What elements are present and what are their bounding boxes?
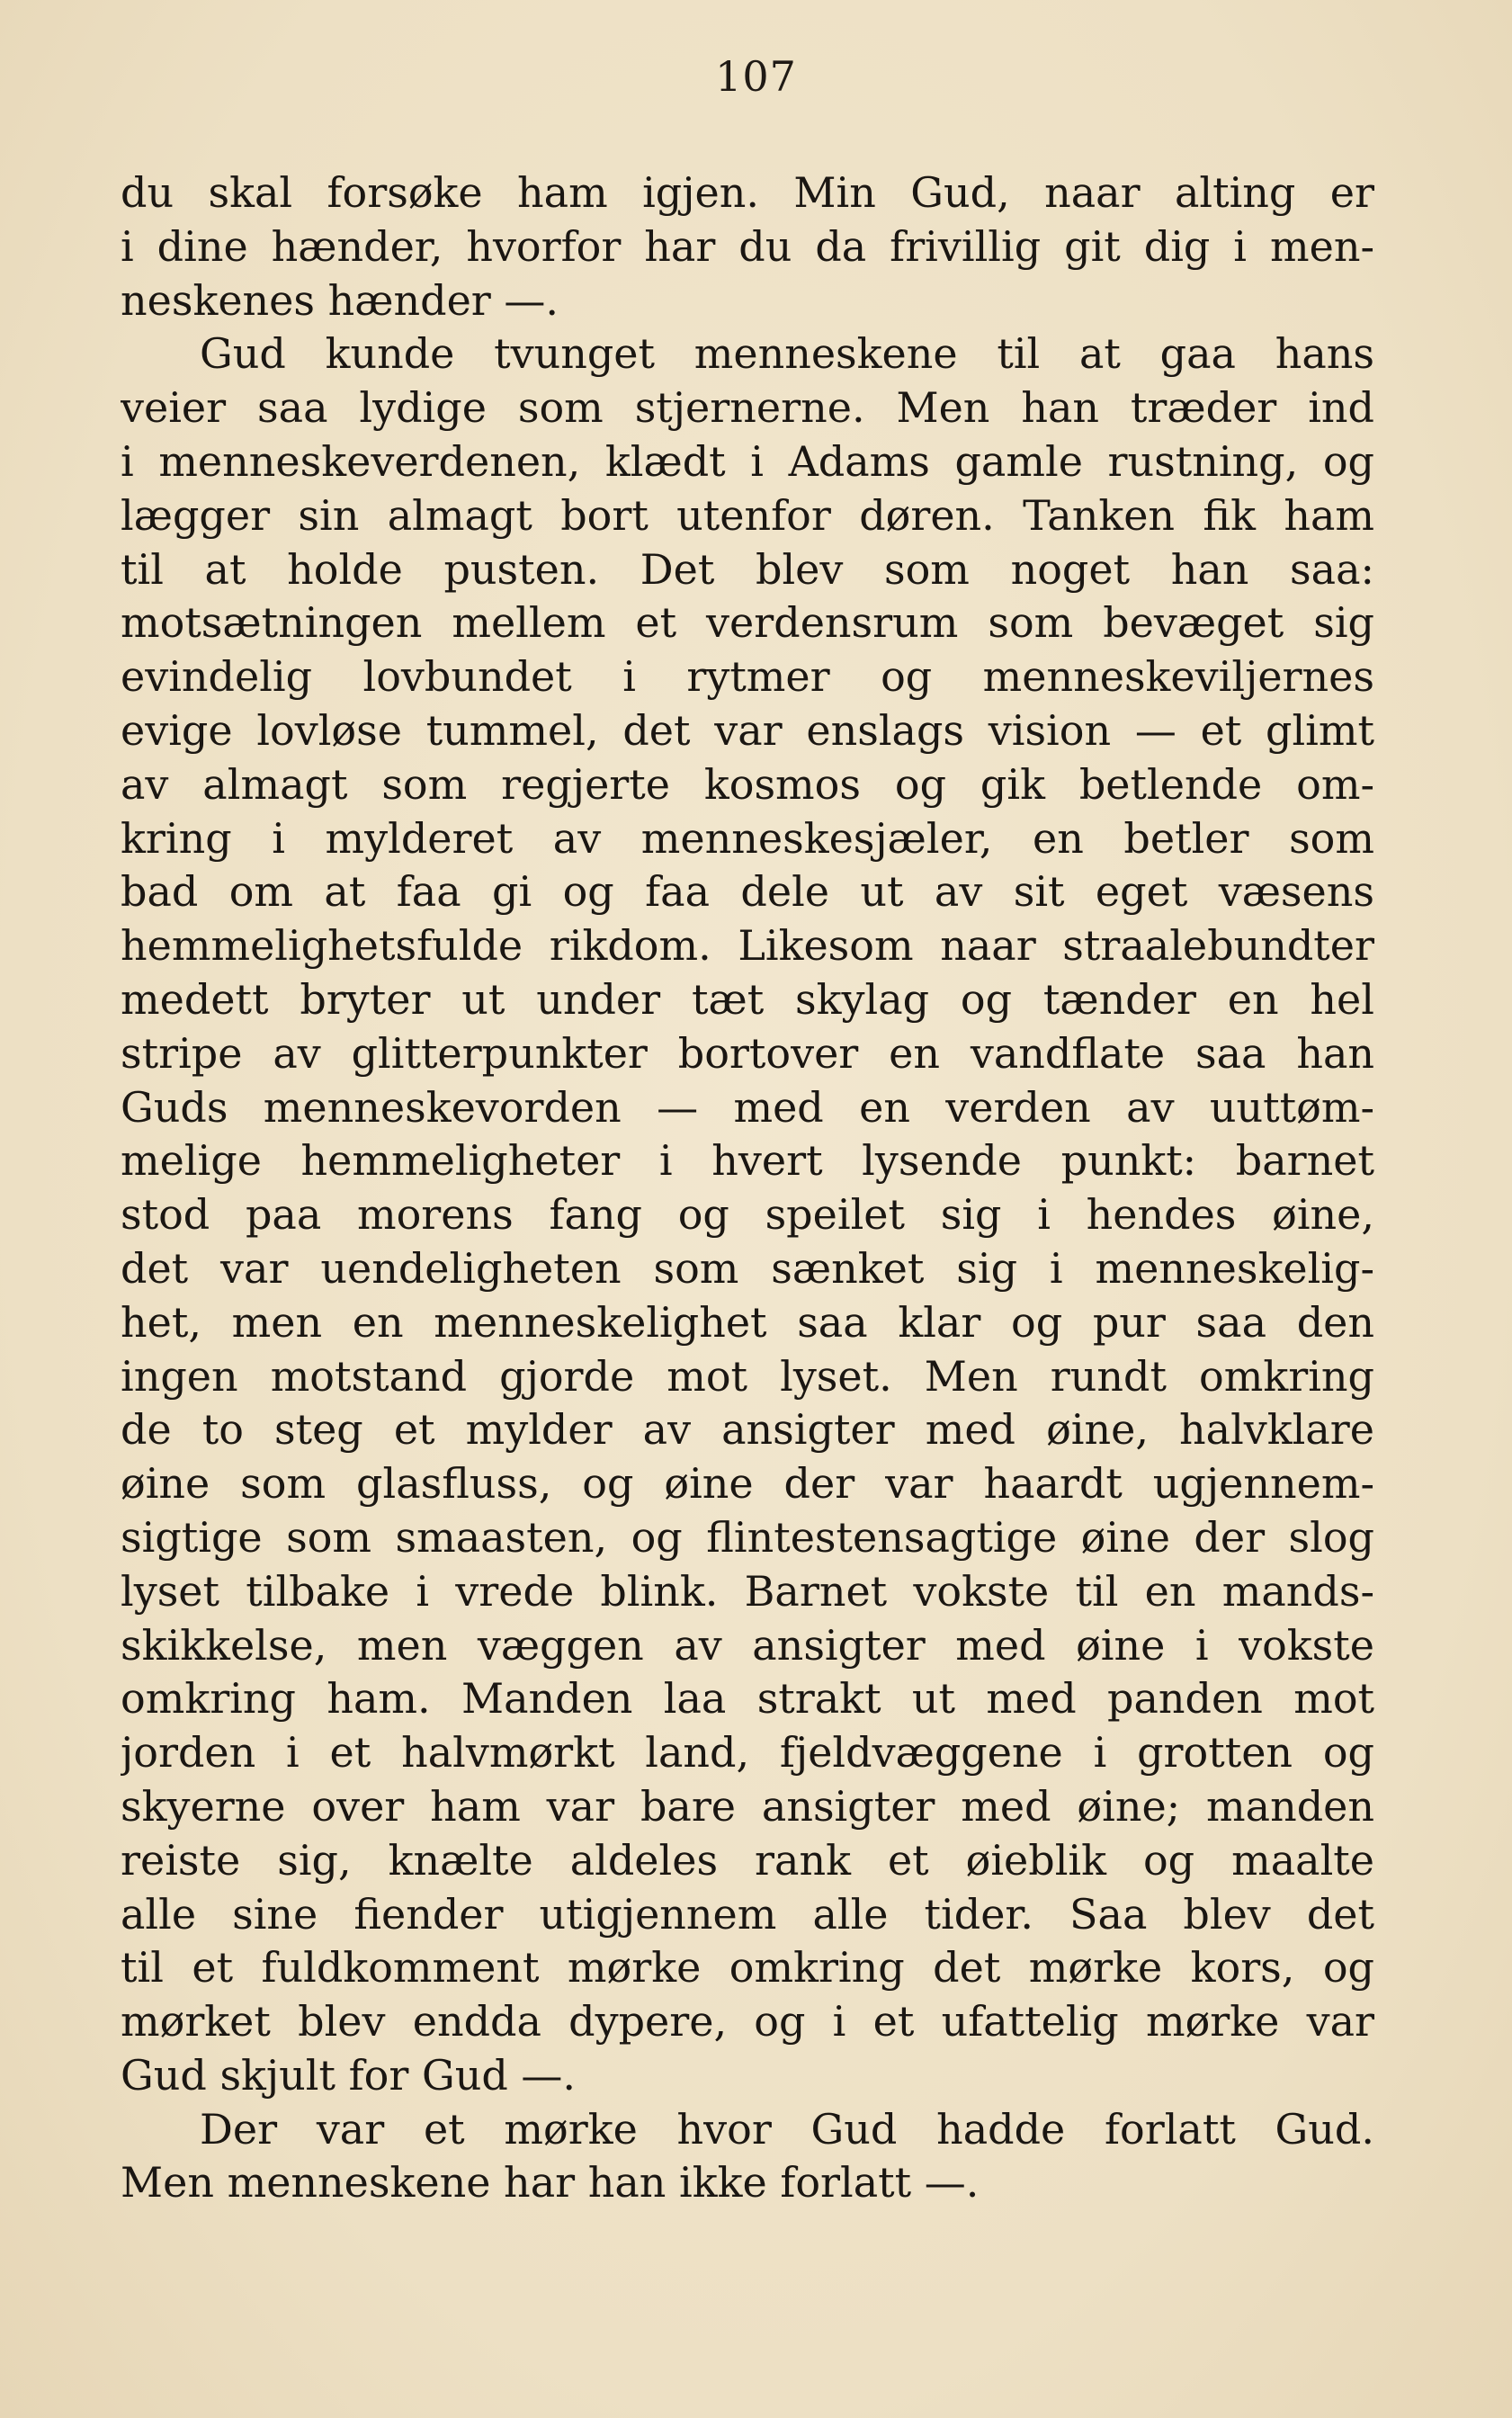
text-line: kring i mylderet av menneskesjæler, en betler som bbox=[121, 813, 1374, 863]
text-line: i menneskeverdenen, klædt i Adams gamle rustning, og bbox=[121, 436, 1374, 486]
text-line: stod paa morens fang og speilet sig i hendes øine, bbox=[121, 1190, 1374, 1240]
text-line: lyset tilbake i vrede blink. Barnet vokste til en mands- bbox=[121, 1566, 1374, 1616]
text-line: til at holde pusten. Det blev som noget han saa: bbox=[121, 544, 1374, 594]
text-line: i dine hænder, hvorfor har du da frivillig git dig i men- bbox=[121, 221, 1374, 271]
text-line: medett bryter ut under tæt skylag og tænder en hel bbox=[121, 974, 1374, 1024]
text-line: jorden i et halvmørkt land, fjeldvæggene i grotten og bbox=[121, 1728, 1374, 1778]
body-text bbox=[121, 166, 1374, 2210]
text-line: det var uendeligheten som sænket sig i menneskelig- bbox=[121, 1243, 1374, 1293]
text-line: evindelig lovbundet i rytmer og menneskeviljernes bbox=[121, 652, 1374, 702]
text-line: skyerne over ham var bare ansigter med øine; manden bbox=[121, 1781, 1374, 1831]
text-line: øine som glasfluss, og øine der var haardt ugjennem- bbox=[121, 1459, 1374, 1509]
text-line: Guds menneskevorden — med en verden av uuttøm- bbox=[121, 1082, 1374, 1132]
text-line: Gud skjult for Gud —. bbox=[121, 2050, 577, 2100]
text-line: til et fuldkomment mørke omkring det mørke kors, og bbox=[121, 1943, 1374, 1993]
text-line: evige lovløse tummel, det var enslags vision — et glimt bbox=[121, 705, 1374, 755]
text-line: omkring ham. Manden laa strakt ut med panden mot bbox=[121, 1674, 1374, 1724]
text-line: ingen motstand gjorde mot lyset. Men rundt omkring bbox=[121, 1351, 1374, 1401]
text-line: veier saa lydige som stjernerne. Men han træder ind bbox=[121, 383, 1374, 433]
paragraph-start-line: Gud kunde tvunget menneskene til at gaa hans bbox=[200, 329, 1374, 379]
text-line: du skal forsøke ham igjen. Min Gud, naar alting er bbox=[121, 168, 1374, 217]
text-line: skikkelse, men væggen av ansigter med øine i vokste bbox=[121, 1620, 1374, 1670]
text-line: sigtige som smaasten, og flintestensagtige øine der slog bbox=[121, 1512, 1374, 1562]
text-line: neskenes hænder —. bbox=[121, 275, 559, 325]
text-line: reiste sig, knælte aldeles rank et øieblik og maalte bbox=[121, 1835, 1374, 1885]
text-line: Men menneskene har han ikke forlatt —. bbox=[121, 2158, 980, 2208]
text-line: de to steg et mylder av ansigter med øine, halvklare bbox=[121, 1405, 1374, 1455]
text-line: alle sine fiender utigjennem alle tider. Saa blev det bbox=[121, 1889, 1374, 1939]
page-number: 107 bbox=[715, 52, 797, 101]
text-line: melige hemmeligheter i hvert lysende punkt: barnet bbox=[121, 1136, 1374, 1186]
paragraph-start-line: Der var et mørke hvor Gud hadde forlatt Gud. bbox=[200, 2104, 1374, 2154]
text-line: hemmelighetsfulde rikdom. Likesom naar straalebundter bbox=[121, 921, 1374, 971]
text-line: mørket blev endda dypere, og i et ufattelig mørke var bbox=[121, 1997, 1374, 2046]
text-line: het, men en menneskelighet saa klar og pur saa den bbox=[121, 1297, 1374, 1347]
text-line: av almagt som regjerte kosmos og gik betlende om- bbox=[121, 759, 1374, 809]
text-line: stripe av glitterpunkter bortover en vandflate saa han bbox=[121, 1028, 1374, 1078]
text-line: lægger sin almagt bort utenfor døren. Tanken fik ham bbox=[121, 490, 1374, 540]
text-line: motsætningen mellem et verdensrum som bevæget sig bbox=[121, 598, 1374, 648]
text-line: bad om at faa gi og faa dele ut av sit eget væsens bbox=[121, 867, 1374, 917]
